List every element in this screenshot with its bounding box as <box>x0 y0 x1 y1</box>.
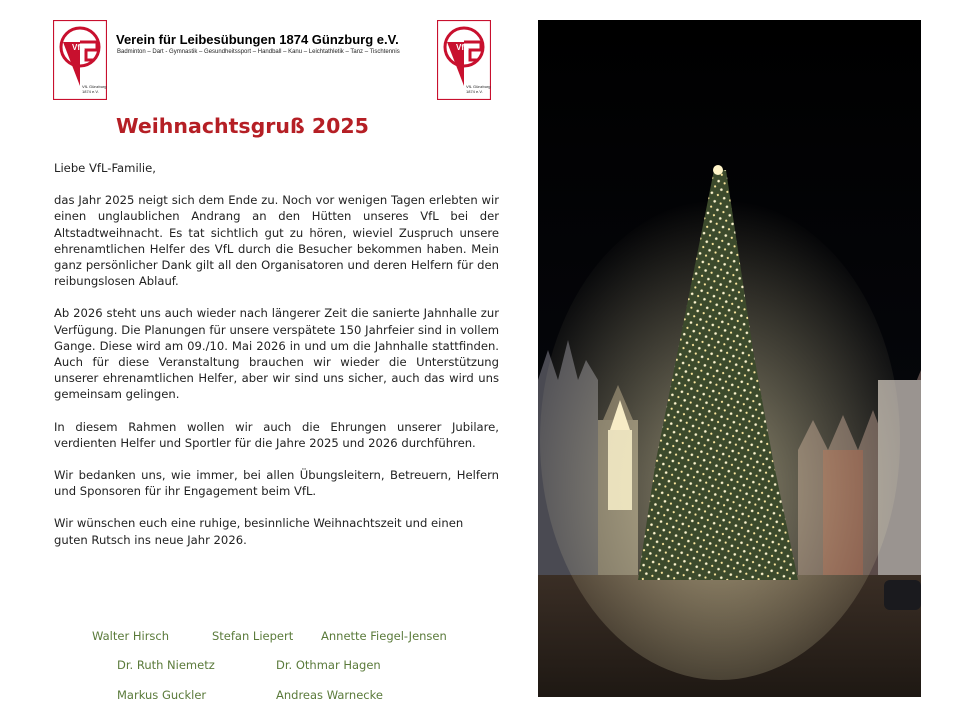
signature: Markus Guckler <box>117 688 207 702</box>
christmas-tree-photo <box>538 20 921 697</box>
signature: Walter Hirsch <box>92 629 170 643</box>
svg-text:VfL Günzburg: VfL Günzburg <box>466 84 491 89</box>
club-sports-list: Badminton – Dart - Gymnastik – Gesundheitssport – Handball – Kanu – Leichtathletik – Tanz – Tischtennis <box>117 49 400 55</box>
svg-text:VfL: VfL <box>456 43 469 52</box>
club-logo-right <box>437 20 491 100</box>
svg-text:VfL Günzburg: VfL Günzburg <box>82 84 107 89</box>
club-name: Verein für Leibesübungen 1874 Günzburg e.V. <box>116 32 399 47</box>
club-logo-left <box>53 20 107 100</box>
letter-paragraph: Ab 2026 steht uns auch wieder nach längerer Zeit die sanierte Jahnhalle zur Verfügung. Die Planungen für unsere verspätete 150 Jahrfeier sind in vollem Gange. Diese wird am 09./10. Mai 2026 in und um die Jahnhalle stattfinden. Auch für diese Veranstaltung brauchen wir wieder die Unterstützung unserer ehrenamtlichen Helfer, aber wir sind uns sicher, auch das wird uns gemeinsam gelingen. <box>54 306 499 402</box>
signature: Stefan Liepert <box>212 629 294 643</box>
letter-body <box>54 160 499 564</box>
signature: Dr. Ruth Niemetz <box>117 658 215 672</box>
signature: Dr. Othmar Hagen <box>276 658 381 672</box>
svg-text:1874 e.V.: 1874 e.V. <box>466 89 483 94</box>
page-title: Weihnachtsgruß 2025 <box>116 114 369 138</box>
signature: Annette Fiegel-Jensen <box>321 629 447 643</box>
letter-paragraph: Wir bedanken uns, wie immer, bei allen Übungsleitern, Betreuern, Helfern und Sponsoren für ihr Engagement beim VfL. <box>54 468 499 499</box>
signature: Andreas Warnecke <box>276 688 383 702</box>
svg-text:1874 e.V.: 1874 e.V. <box>82 89 99 94</box>
letter-paragraph: Wir wünschen euch eine ruhige, besinnliche Weihnachtszeit und einen guten Rutsch ins neue Jahr 2026. <box>54 516 464 547</box>
svg-text:VfL: VfL <box>72 43 85 52</box>
letter-paragraph: das Jahr 2025 neigt sich dem Ende zu. Noch vor wenigen Tagen erlebten wir einen unglaublichen Andrang an den Hütten unseres VfL bei der Altstadtweihnacht. Es tat sichtlich gut zu hören, wieviel Zuspruch unsere ehrenamtlichen Helfer des VfL durch die Besucher bekommen haben. Mein ganz persönlicher Dank gilt all den Organisatoren und deren Helfern für den reibungslosen Ablauf. <box>54 193 499 289</box>
letter-greeting: Liebe VfL-Familie, <box>54 161 156 175</box>
letter-paragraph: In diesem Rahmen wollen wir auch die Ehrungen unserer Jubilare, verdienten Helfer und Sportler für die Jahre 2025 und 2026 durchführen. <box>54 419 499 450</box>
